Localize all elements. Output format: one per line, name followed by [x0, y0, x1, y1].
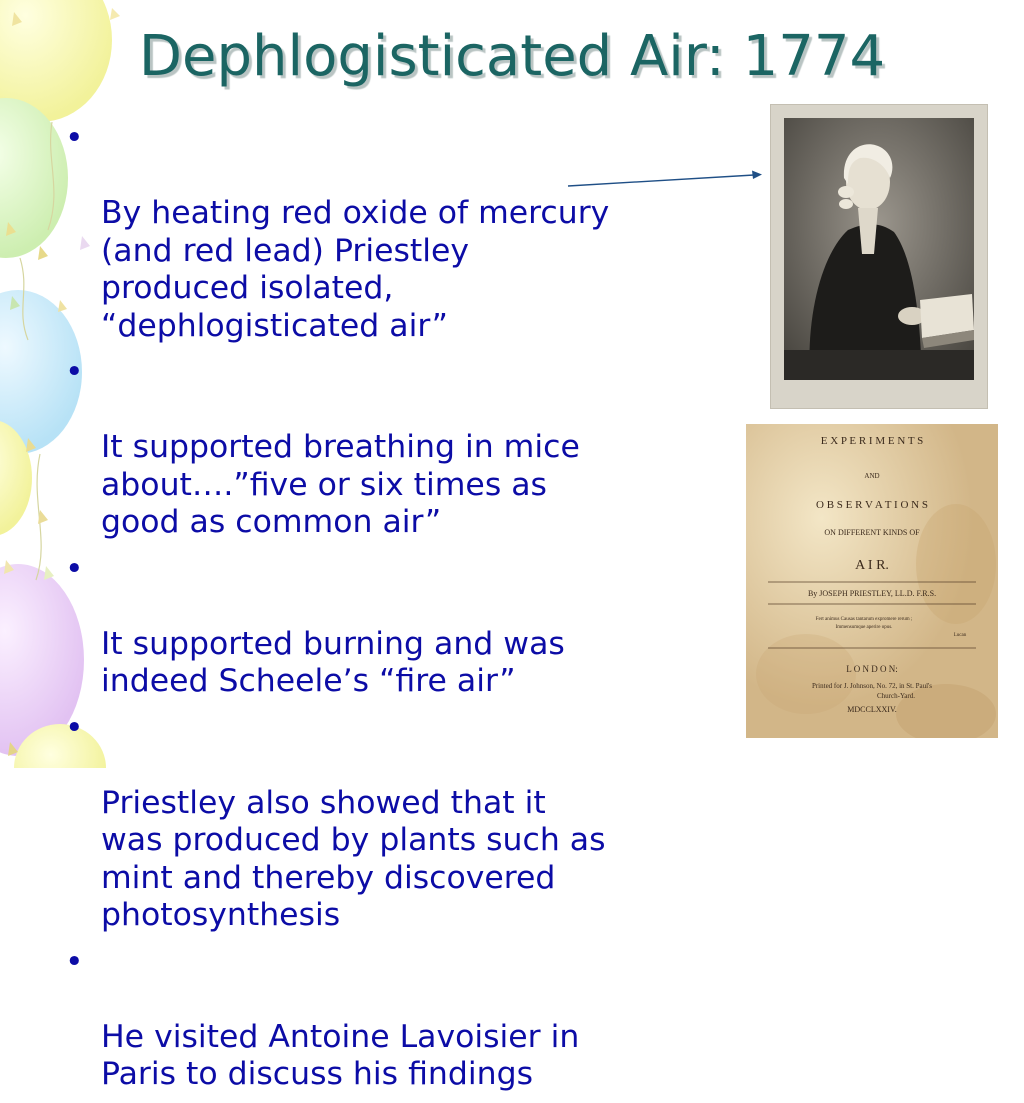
bullet-dot: •: [65, 550, 84, 587]
bullet-item-heating: [62, 120, 752, 345]
bullet-dot: •: [65, 354, 84, 390]
bullet-dot: •: [65, 120, 84, 156]
book-line-and: AND: [864, 472, 880, 480]
bullet-text: It supported burning and was indeed Scheele’s “fire air”: [101, 625, 565, 699]
book-epigraph-1: Fert animus Causas tantarum expromere rerum ;: [815, 617, 913, 622]
book-title-page: [746, 424, 998, 738]
book-line-experiments: E X P E R I M E N T S: [820, 435, 924, 447]
bullet-item-breathing: [62, 354, 752, 542]
bullet-list: [62, 120, 752, 1103]
bullet-text: By heating red oxide of mercury (and red lead) Priestley produced isolated, “dephlogisticated air”: [101, 195, 610, 344]
book-epigraph-attr: Lucan: [953, 633, 967, 638]
book-author: By JOSEPH PRIESTLEY, LL.D. F.R.S.: [807, 589, 937, 598]
bullet-item-photosynthesis: [62, 710, 752, 935]
title-page-scan: [746, 424, 998, 738]
book-epigraph-2: Immensumque aperire opus.: [835, 625, 893, 630]
bullet-dot: •: [65, 943, 84, 980]
portrait-engraving: [770, 104, 988, 409]
book-line-observations: O B S E R V A T I O N S: [816, 499, 928, 511]
book-imprint-2: Church-Yard.: [877, 692, 915, 700]
bullet-item-lavoisier: [62, 944, 752, 1094]
bullet-dot: •: [65, 709, 84, 746]
book-imprint-1: Printed for J. Johnson, No. 72, in St. Paul's: [811, 682, 933, 690]
bullet-text: Priestley also showed that it was produced by plants such as mint and thereby discovered photosynthesis: [101, 784, 606, 933]
bullet-item-burning: [62, 551, 752, 701]
book-year: MDCCLXXIV.: [847, 705, 897, 714]
book-line-kinds: ON DIFFERENT KINDS OF: [824, 528, 920, 537]
book-city: L O N D O N:: [846, 664, 898, 674]
slide-title: Dephlogisticated Air: 1774: [138, 24, 886, 89]
priestley-portrait: [770, 104, 988, 409]
book-line-air: A I R.: [855, 558, 889, 573]
bullet-text: He visited Antoine Lavoisier in Paris to discuss his findings: [101, 1018, 580, 1092]
bullet-text: It supported breathing in mice about….”five or six times as good as common air”: [101, 429, 580, 540]
